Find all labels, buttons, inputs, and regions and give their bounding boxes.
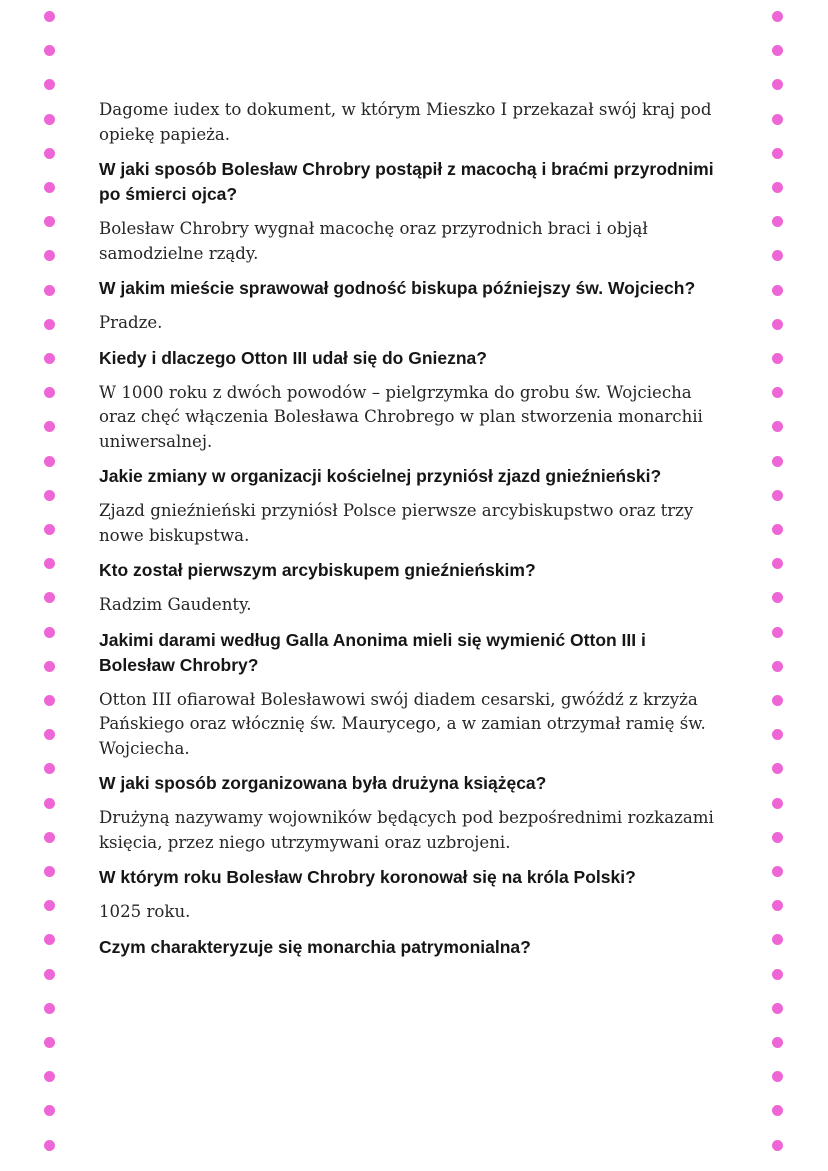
- border-dot: [44, 250, 55, 261]
- border-dot: [44, 11, 55, 22]
- border-dot: [44, 1105, 55, 1116]
- answer-text: Drużyną nazywamy wojowników będących pod bezpośrednimi rozkazami księcia, przez niego utrzymywani oraz uzbrojeni.: [99, 808, 714, 852]
- question-text: Czym charakteryzuje się monarchia patrymonialna?: [99, 936, 531, 957]
- answer-text: Otton III ofiarował Bolesławowi swój diadem cesarski, gwóźdź z krzyża Pańskiego oraz włócznię św. Maurycego, a w zamian otrzymał ramię św. Wojciecha.: [99, 689, 706, 758]
- border-dot: [772, 216, 783, 227]
- border-dot: [44, 1037, 55, 1048]
- border-dot: [44, 969, 55, 980]
- answer-text: W 1000 roku z dwóch powodów – pielgrzymka do grobu św. Wojciecha oraz chęć włączenia Bolesława Chrobrego w plan stworzenia monarchii uniwersalnej.: [99, 382, 703, 451]
- border-dot: [772, 524, 783, 535]
- question-text: Kto został pierwszym arcybiskupem gnieźnieńskim?: [99, 560, 536, 580]
- border-dot: [772, 1003, 783, 1014]
- border-dot: [44, 627, 55, 638]
- border-dot: [772, 182, 783, 193]
- border-dot: [44, 216, 55, 227]
- answer-text: Dagome iudex to dokument, w którym Mieszko I przekazał swój kraj pod opiekę papieża.: [99, 100, 712, 144]
- question-text: Jakie zmiany w organizacji kościelnej przyniósł zjazd gnieźnieński?: [99, 466, 662, 486]
- border-dot: [772, 729, 783, 740]
- border-dot: [44, 900, 55, 911]
- question-text: Jakimi darami według Galla Anonima mieli się wymienić Otton III i Bolesław Chrobry?: [99, 629, 646, 675]
- border-dot: [44, 798, 55, 809]
- border-dot: [772, 353, 783, 364]
- border-dot: [772, 456, 783, 467]
- border-dot: [772, 866, 783, 877]
- border-dot: [772, 1140, 783, 1151]
- border-dot: [772, 11, 783, 22]
- border-dot: [772, 421, 783, 432]
- border-dot: [772, 798, 783, 809]
- border-dot: [44, 319, 55, 330]
- answer-text: Bolesław Chrobry wygnał macochę oraz przyrodnich braci i objął samodzielne rządy.: [99, 219, 648, 263]
- border-dot: [772, 1105, 783, 1116]
- border-dot: [44, 285, 55, 296]
- border-dot: [772, 319, 783, 330]
- border-dot: [772, 1037, 783, 1048]
- question-text: W jakim mieście sprawował godność biskupa późniejszy św. Wojciech?: [99, 278, 696, 298]
- border-dot: [44, 866, 55, 877]
- question-text: W którym roku Bolesław Chrobry koronował się na króla Polski?: [99, 867, 636, 887]
- border-dot: [44, 79, 55, 90]
- border-dot: [772, 695, 783, 706]
- question-text: W jaki sposób Bolesław Chrobry postąpił z macochą i braćmi przyrodnimi po śmierci ojca?: [99, 159, 714, 204]
- border-dot: [44, 695, 55, 706]
- answer-text: 1025 roku.: [99, 902, 191, 921]
- border-dot: [772, 387, 783, 398]
- border-dot: [772, 934, 783, 945]
- border-dot: [44, 421, 55, 432]
- right-dot-border: [772, 0, 784, 1171]
- left-dot-border: [44, 0, 56, 1171]
- border-dot: [44, 934, 55, 945]
- border-dot: [44, 182, 55, 193]
- border-dot: [44, 45, 55, 56]
- answer-text: Pradze.: [99, 313, 163, 332]
- border-dot: [44, 558, 55, 569]
- border-dot: [44, 490, 55, 501]
- border-dot: [44, 524, 55, 535]
- border-dot: [772, 250, 783, 261]
- border-dot: [44, 729, 55, 740]
- question-text: Kiedy i dlaczego Otton III udał się do Gniezna?: [99, 347, 487, 368]
- border-dot: [772, 592, 783, 603]
- border-dot: [44, 456, 55, 467]
- border-dot: [44, 661, 55, 672]
- border-dot: [772, 490, 783, 501]
- border-dot: [772, 558, 783, 569]
- border-dot: [44, 1071, 55, 1082]
- answer-text: Zjazd gnieźnieński przyniósł Polsce pierwsze arcybiskupstwo oraz trzy nowe biskupstwa.: [99, 501, 694, 545]
- border-dot: [772, 900, 783, 911]
- border-dot: [44, 114, 55, 125]
- border-dot: [772, 661, 783, 672]
- border-dot: [772, 45, 783, 56]
- border-dot: [772, 969, 783, 980]
- border-dot: [44, 353, 55, 364]
- border-dot: [44, 763, 55, 774]
- border-dot: [44, 832, 55, 843]
- border-dot: [44, 1140, 55, 1151]
- border-dot: [44, 1003, 55, 1014]
- border-dot: [772, 763, 783, 774]
- border-dot: [772, 1071, 783, 1082]
- border-dot: [44, 387, 55, 398]
- question-text: W jaki sposób zorganizowana była drużyna książęca?: [99, 773, 547, 793]
- border-dot: [772, 285, 783, 296]
- border-dot: [772, 114, 783, 125]
- border-dot: [772, 79, 783, 90]
- border-dot: [772, 148, 783, 159]
- border-dot: [44, 148, 55, 159]
- answer-text: Radzim Gaudenty.: [99, 595, 252, 614]
- border-dot: [772, 832, 783, 843]
- border-dot: [772, 627, 783, 638]
- border-dot: [44, 592, 55, 603]
- qa-content: [99, 98, 724, 970]
